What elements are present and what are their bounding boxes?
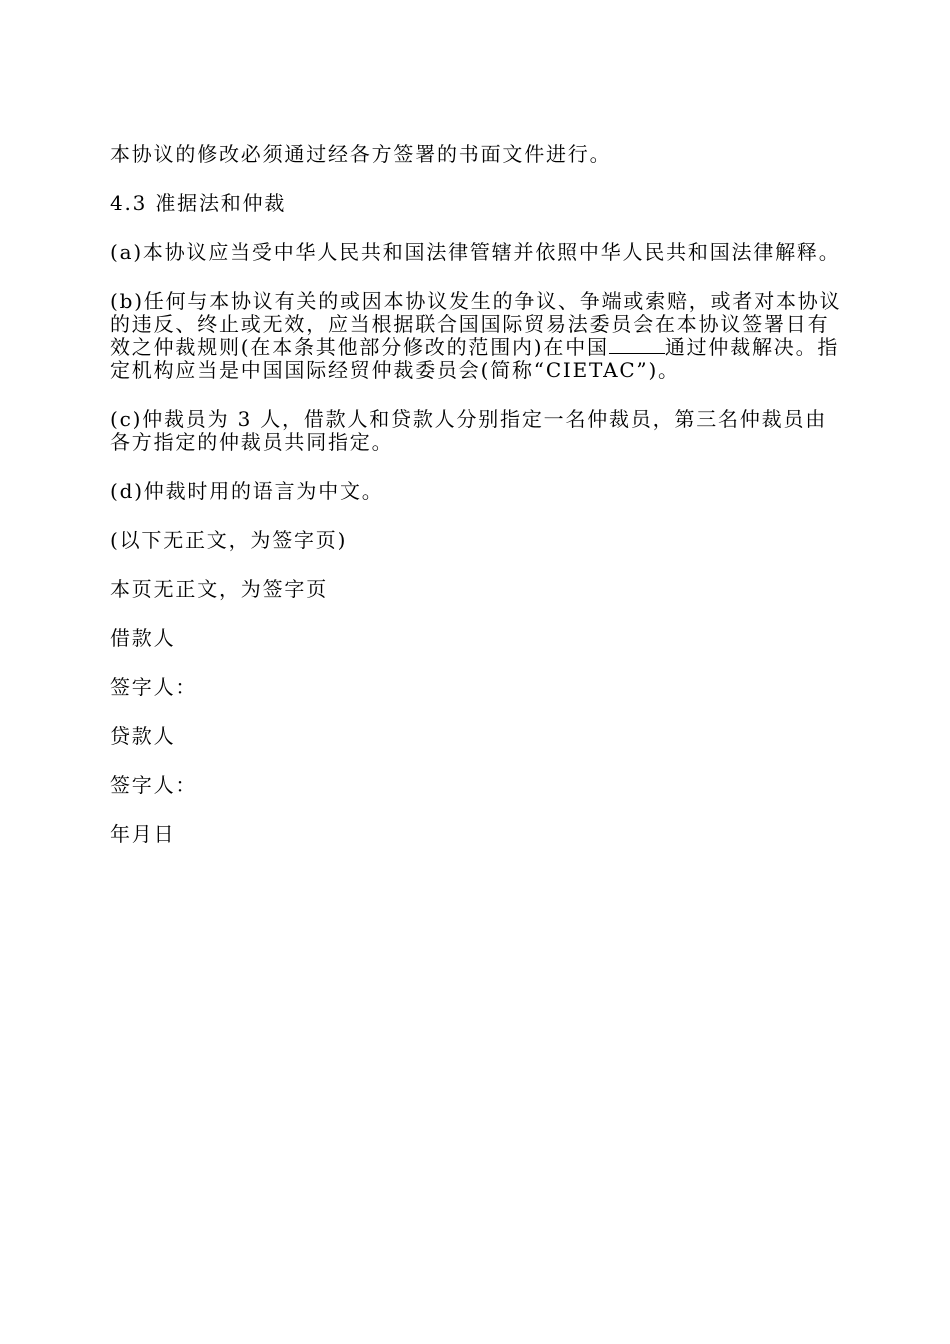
clause-b-part2: 通过仲裁解决。指定机构应当是中国国际经贸仲裁委员会(简称“CIETAC”)。	[110, 335, 840, 382]
clause-b	[110, 290, 846, 382]
date-label: 年月日	[110, 822, 176, 846]
borrower-signatory: 签字人：	[110, 675, 198, 699]
lender-label: 贷款人	[110, 724, 176, 748]
lender-signatory: 签字人：	[110, 773, 198, 797]
no-text-note: (以下无正文，为签字页)	[110, 528, 348, 552]
amendment-paragraph: 本协议的修改必须通过经各方签署的书面文件进行。	[110, 142, 612, 166]
clause-d: (d)仲裁时用的语言为中文。	[110, 479, 384, 503]
borrower-label: 借款人	[110, 626, 176, 650]
clause-a: (a)本协议应当受中华人民共和国法律管辖并依照中华人民共和国法律解释。	[110, 240, 841, 264]
document-page	[110, 143, 846, 872]
city-blank-line	[609, 337, 665, 354]
clause-c: (c)仲裁员为 3 人，借款人和贷款人分别指定一名仲裁员，第三名仲裁员由各方指定的仲裁员共同指定。	[110, 407, 828, 454]
clause-b-part1: (b)任何与本协议有关的或因本协议发生的争议、争端或索赔，或者对本协议的违反、终止或无效，应当根据联合国国际贸易法委员会在本协议签署日有效之仲裁规则(在本条其他部分修改的范围内)在中国	[110, 289, 842, 359]
signature-page-title: 本页无正文，为签字页	[110, 577, 328, 601]
section-heading: 4.3 准据法和仲裁	[110, 191, 287, 215]
